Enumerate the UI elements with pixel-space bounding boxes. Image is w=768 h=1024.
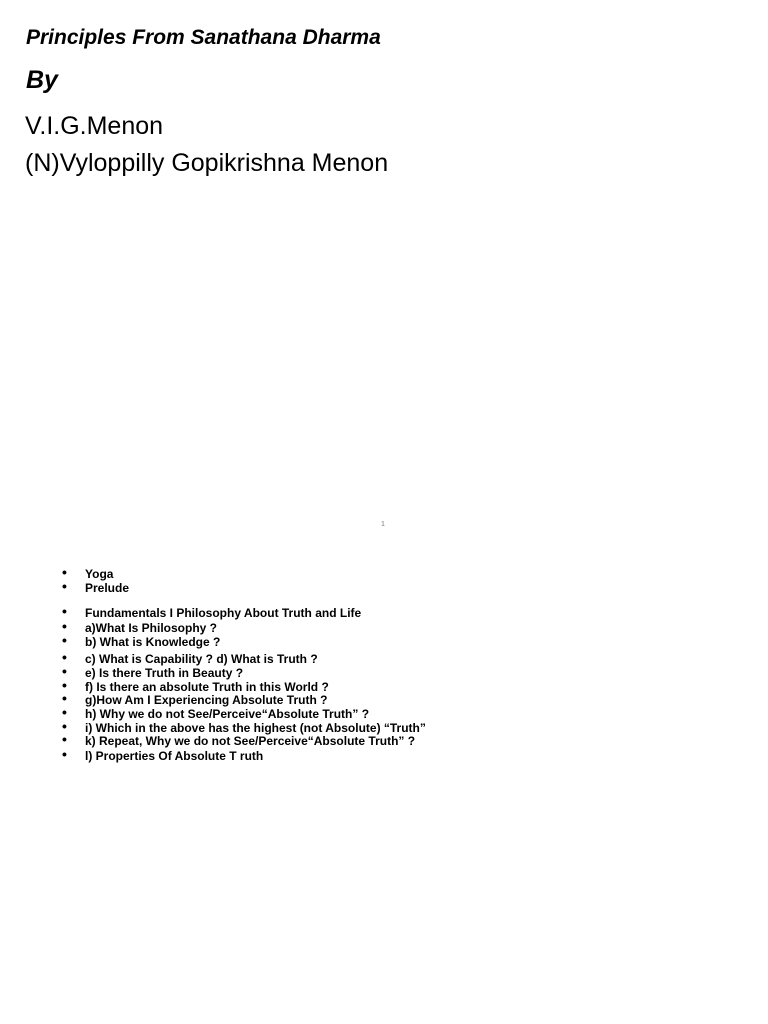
toc-item-text: Fundamentals I Philosophy About Truth and Life (85, 606, 362, 620)
bullet-icon: • (62, 663, 67, 679)
bullet-icon: • (62, 564, 67, 580)
toc-item (62, 564, 662, 582)
bullet-icon: • (62, 649, 67, 665)
toc-item-text: a)What Is Philosophy ? (85, 621, 218, 635)
toc-item-text: e) Is there Truth in Beauty ? (85, 666, 244, 680)
toc-item (62, 603, 662, 621)
toc-item (62, 746, 662, 764)
author-name: V.I.G.Menon (25, 112, 164, 140)
toc-item-text: i) Which in the above has the highest (not Absolute) “Truth” (85, 721, 426, 735)
toc-item-text: l) Properties Of Absolute T ruth (85, 749, 264, 763)
document-title: Principles From Sanathana Dharma (26, 26, 381, 49)
toc-item (62, 731, 662, 749)
toc-item-text: f) Is there an absolute Truth in this World ? (85, 680, 329, 694)
bullet-icon: • (62, 618, 67, 634)
toc-item-text: k) Repeat, Why we do not See/Perceive“Absolute Truth” ? (85, 734, 416, 748)
toc-item-text: Yoga (85, 567, 114, 581)
toc-item (62, 704, 662, 722)
toc-item-text: g)How Am I Experiencing Absolute Truth ? (85, 693, 328, 707)
bullet-icon: • (62, 578, 67, 594)
author-full-name: (N)Vyloppilly Gopikrishna Menon (25, 149, 389, 177)
toc-item (62, 578, 662, 596)
bullet-icon: • (62, 690, 67, 706)
toc-item-text: Prelude (85, 581, 130, 595)
toc-item (62, 663, 662, 681)
toc-item (62, 649, 662, 667)
toc-item-text: h) Why we do not See/Perceive“Absolute Truth” ? (85, 707, 370, 721)
toc-item-text: c) What is Capability ? d) What is Truth ? (85, 652, 318, 666)
bullet-icon: • (62, 603, 67, 619)
bullet-icon: • (62, 746, 67, 762)
toc-item (62, 632, 662, 650)
page-number: 1 (381, 521, 385, 528)
toc-item-text: b) What is Knowledge ? (85, 635, 221, 649)
toc-item (62, 690, 662, 708)
bullet-icon: • (62, 718, 67, 734)
bullet-icon: • (62, 677, 67, 693)
bullet-icon: • (62, 632, 67, 648)
toc-item (62, 618, 662, 636)
bullet-icon: • (62, 731, 67, 747)
bullet-icon: • (62, 704, 67, 720)
by-label: By (26, 66, 58, 94)
